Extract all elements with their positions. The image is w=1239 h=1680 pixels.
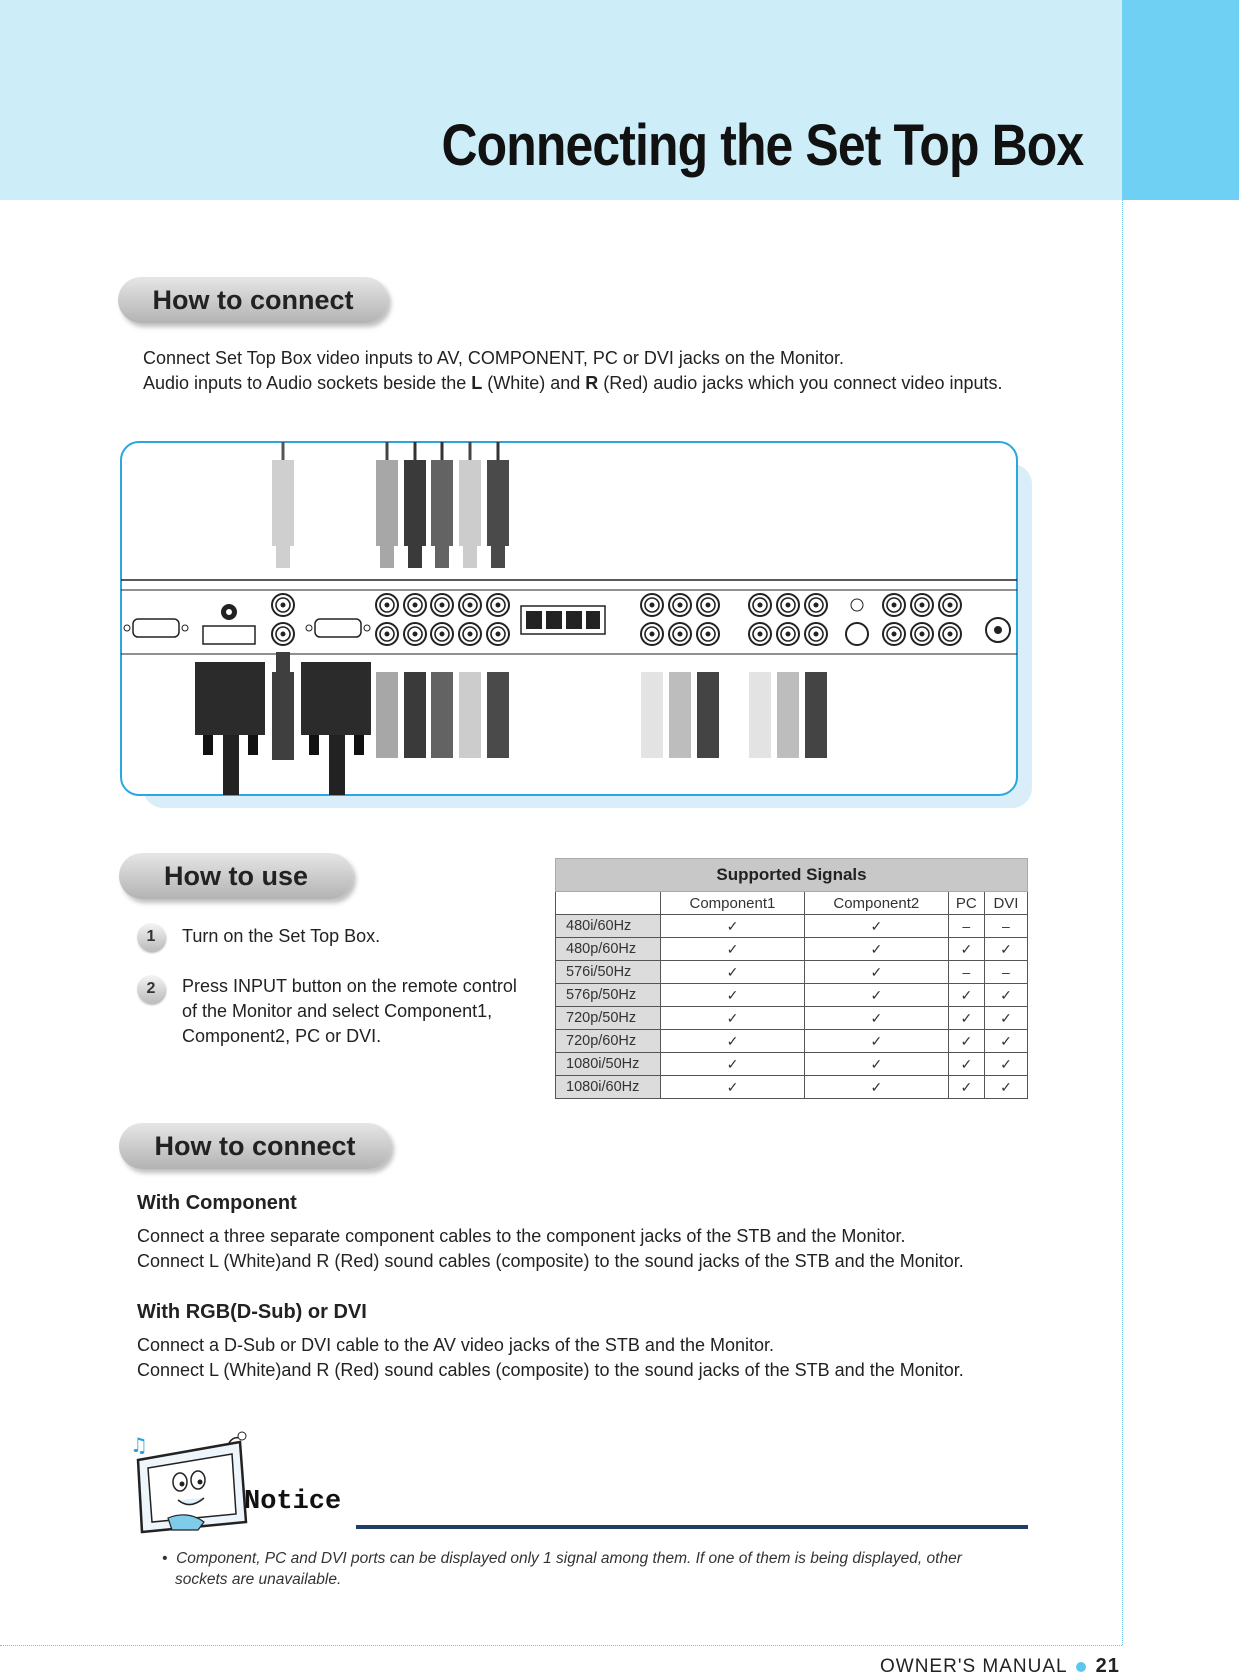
cell-component2: ✓ [804, 1030, 948, 1053]
cell-dvi: – [984, 961, 1027, 984]
supported-signals-table [555, 858, 1028, 1099]
cell-component2: ✓ [804, 984, 948, 1007]
cell-component2: ✓ [804, 915, 948, 938]
intro-line-1: Connect Set Top Box video inputs to AV, COMPONENT, PC or DVI jacks on the Monitor. [143, 348, 844, 368]
step-2-text-line-1: Press INPUT button on the remote control [182, 976, 517, 996]
table-row [556, 915, 1028, 938]
cell-component2: ✓ [804, 1007, 948, 1030]
footer-dot-icon [1076, 1662, 1086, 1672]
margin-guide-vertical [1122, 200, 1123, 1645]
cell-dvi: ✓ [984, 1076, 1027, 1099]
cell-component2: ✓ [804, 1053, 948, 1076]
signal-mode: 480i/60Hz [556, 915, 661, 938]
footer-label: OWNER'S MANUAL [880, 1656, 1068, 1677]
table-header-dvi: DVI [984, 892, 1027, 915]
table-row [556, 961, 1028, 984]
page-title: Connecting the Set Top Box [441, 113, 1083, 178]
cell-component1: ✓ [661, 915, 805, 938]
notice-label: Notice [244, 1487, 342, 1517]
table-caption: Supported Signals [556, 859, 1028, 892]
notice-bullet: • [162, 1550, 168, 1567]
cell-component2: ✓ [804, 961, 948, 984]
cell-component2: ✓ [804, 938, 948, 961]
section-heading-text: How to connect [152, 284, 354, 315]
step-2-text-line-2: of the Monitor and select Component1, [182, 1001, 493, 1021]
cell-pc: ✓ [948, 1030, 984, 1053]
cell-dvi: – [984, 915, 1027, 938]
signal-mode: 576i/50Hz [556, 961, 661, 984]
notice-line-2: sockets are unavailable. [175, 1571, 342, 1588]
cell-component1: ✓ [661, 1053, 805, 1076]
cell-component1: ✓ [661, 938, 805, 961]
step-number-1: 1 [137, 923, 165, 951]
page-number: 21 [1095, 1655, 1120, 1677]
signal-mode: 1080i/60Hz [556, 1076, 661, 1099]
cell-pc: – [948, 915, 984, 938]
connection-diagram [115, 436, 1032, 808]
cell-pc: ✓ [948, 1053, 984, 1076]
section-heading-how-to-use [119, 853, 353, 899]
table-row [556, 1053, 1028, 1076]
section-heading-text: How to connect [154, 1130, 356, 1161]
signal-mode: 720p/50Hz [556, 1007, 661, 1030]
signal-mode: 576p/50Hz [556, 984, 661, 1007]
cell-component1: ✓ [661, 1030, 805, 1053]
component-line-1: Connect a three separate component cables to the component jacks of the STB and the Monitor. [137, 1226, 906, 1246]
cell-dvi: ✓ [984, 1007, 1027, 1030]
cell-component1: ✓ [661, 961, 805, 984]
table-row [556, 1007, 1028, 1030]
step-2-text-line-3: Component2, PC or DVI. [182, 1026, 382, 1046]
subheading-with-rgb-dvi: With RGB(D-Sub) or DVI [137, 1301, 367, 1323]
cell-pc: – [948, 961, 984, 984]
intro-line-2: Audio inputs to Audio sockets beside the L (White) and R (Red) audio jacks which you connect video inputs. [143, 373, 1003, 393]
signal-mode: 480p/60Hz [556, 938, 661, 961]
section-heading-text: How to use [163, 860, 308, 891]
step-1-text: Turn on the Set Top Box. [182, 926, 381, 946]
subheading-with-component: With Component [137, 1192, 297, 1214]
table-header-pc: PC [948, 892, 984, 915]
svg-text:♫: ♫ [130, 1433, 148, 1457]
table-header-component1: Component1 [661, 892, 805, 915]
cell-component2: ✓ [804, 1076, 948, 1099]
signal-mode: 1080i/50Hz [556, 1053, 661, 1076]
cell-dvi: ✓ [984, 938, 1027, 961]
rgb-dvi-line-1: Connect a D-Sub or DVI cable to the AV video jacks of the STB and the Monitor. [137, 1335, 775, 1355]
cell-dvi: ✓ [984, 1053, 1027, 1076]
margin-guide-horizontal [0, 1645, 1122, 1646]
cell-pc: ✓ [948, 938, 984, 961]
table-row [556, 1076, 1028, 1099]
notice-mascot-icon [128, 1430, 263, 1535]
cell-dvi: ✓ [984, 1030, 1027, 1053]
notice-text [162, 1548, 962, 1590]
page-footer [880, 1655, 1120, 1678]
table-header-blank [556, 892, 661, 915]
header-tab [1122, 0, 1239, 200]
table-row [556, 1030, 1028, 1053]
table-row [556, 984, 1028, 1007]
cell-pc: ✓ [948, 1007, 984, 1030]
signal-mode: 720p/60Hz [556, 1030, 661, 1053]
cell-pc: ✓ [948, 984, 984, 1007]
step-number-2: 2 [137, 975, 165, 1003]
cell-component1: ✓ [661, 984, 805, 1007]
notice-divider [356, 1525, 1028, 1529]
section-heading-how-to-connect [118, 277, 388, 323]
notice-line-1: Component, PC and DVI ports can be displayed only 1 signal among them. If one of them is being displayed, other [176, 1550, 962, 1567]
rgb-dvi-line-2: Connect L (White)and R (Red) sound cables (composite) to the sound jacks of the STB and the Monitor. [137, 1360, 964, 1380]
table-row [556, 938, 1028, 961]
cell-component1: ✓ [661, 1007, 805, 1030]
cell-component1: ✓ [661, 1076, 805, 1099]
section-heading-how-to-connect-2 [119, 1123, 391, 1169]
component-line-2: Connect L (White)and R (Red) sound cables (composite) to the sound jacks of the STB and the Monitor. [137, 1251, 964, 1271]
cell-dvi: ✓ [984, 984, 1027, 1007]
table-header-component2: Component2 [804, 892, 948, 915]
cell-pc: ✓ [948, 1076, 984, 1099]
